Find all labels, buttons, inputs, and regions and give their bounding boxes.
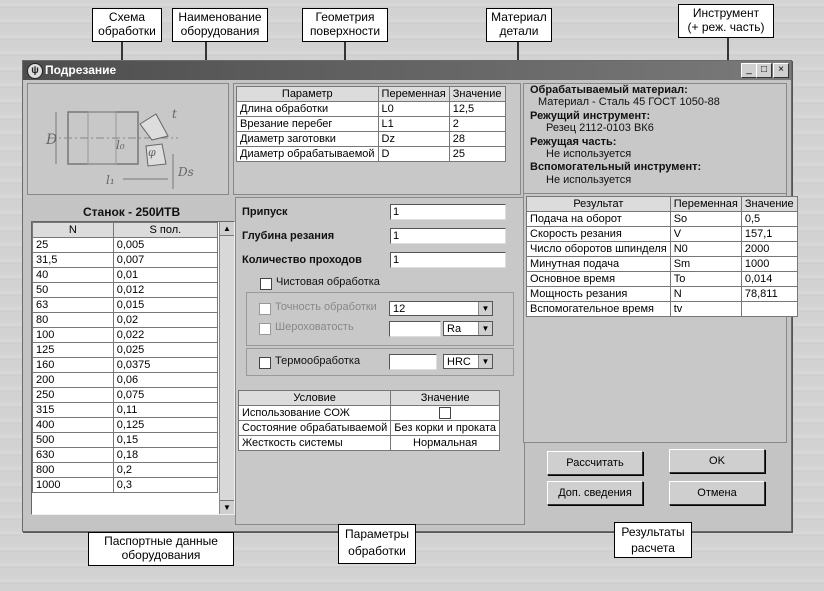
finish-checkbox[interactable] <box>260 278 272 290</box>
table-cell[interactable]: 0,025 <box>113 343 217 358</box>
passport-scrollbar[interactable] <box>219 222 234 514</box>
chevron-down-icon[interactable]: ▼ <box>478 322 492 335</box>
callout-machining-params: Параметры обработки <box>338 524 416 564</box>
conditions-header-cond: Условие <box>239 391 391 406</box>
table-cell[interactable]: 0,014 <box>741 272 797 287</box>
table-cell[interactable]: Врезание перебег <box>237 117 379 132</box>
table-row[interactable] <box>237 117 506 132</box>
table-cell[interactable]: Минутная подача <box>527 257 671 272</box>
table-cell[interactable]: Dz <box>378 132 449 147</box>
table-cell[interactable]: Мощность резания <box>527 287 671 302</box>
conditions-header-value: Значение <box>391 391 500 406</box>
geometry-table <box>236 86 506 162</box>
table-cell[interactable]: L0 <box>378 102 449 117</box>
passport-header-n: N <box>33 223 114 238</box>
table-cell[interactable]: 100 <box>33 328 114 343</box>
callout-material: Материал детали <box>486 8 552 42</box>
table-row[interactable] <box>239 406 500 421</box>
table-cell[interactable]: N0 <box>670 242 741 257</box>
results-header-result: Результат <box>527 197 671 212</box>
table-cell[interactable]: 0,18 <box>113 448 217 463</box>
accuracy-value: 12 <box>393 303 406 315</box>
table-cell[interactable]: 315 <box>33 403 114 418</box>
table-row[interactable] <box>239 436 500 451</box>
hrc-select[interactable] <box>443 354 493 369</box>
table-cell[interactable]: 200 <box>33 373 114 388</box>
allowance-label: Припуск <box>242 206 288 218</box>
table-cell[interactable]: 0,11 <box>113 403 217 418</box>
accuracy-label: Точность обработки <box>275 301 377 313</box>
passes-count-input[interactable]: 1 <box>390 252 506 268</box>
table-cell[interactable]: Sm <box>670 257 741 272</box>
table-cell[interactable]: tv <box>670 302 741 317</box>
table-cell[interactable]: 0,2 <box>113 463 217 478</box>
table-cell[interactable]: Диаметр заготовки <box>237 132 379 147</box>
table-cell[interactable]: 0,015 <box>113 298 217 313</box>
geometry-header-value: Значение <box>449 87 505 102</box>
finish-group <box>246 292 514 346</box>
table-cell[interactable]: D <box>378 147 449 162</box>
depth-input[interactable]: 1 <box>390 228 506 244</box>
table-cell[interactable]: 157,1 <box>741 227 797 242</box>
table-cell[interactable]: 0,075 <box>113 388 217 403</box>
geometry-header-var: Переменная <box>378 87 449 102</box>
table-cell[interactable]: Число оборотов шпинделя <box>527 242 671 257</box>
tool-value: Резец 2112-0103 ВК6 <box>546 122 654 134</box>
table-row[interactable] <box>33 478 218 493</box>
table-cell[interactable]: 630 <box>33 448 114 463</box>
roughness-select[interactable] <box>443 321 493 336</box>
table-cell[interactable]: Подача на оборот <box>527 212 671 227</box>
table-row[interactable] <box>33 268 218 283</box>
cutting-part-value: Не используется <box>546 148 632 160</box>
table-cell[interactable]: 0,125 <box>113 418 217 433</box>
table-cell[interactable]: 78,811 <box>741 287 797 302</box>
table-cell[interactable]: 25 <box>449 147 505 162</box>
sketch-label-l0: l₀ <box>116 138 125 152</box>
table-cell[interactable]: 80 <box>33 313 114 328</box>
sketch-label-t: t <box>172 107 177 121</box>
table-row[interactable] <box>33 313 218 328</box>
surface-geometry-panel <box>233 83 521 195</box>
table-cell[interactable]: L1 <box>378 117 449 132</box>
table-cell[interactable]: 160 <box>33 358 114 373</box>
table-cell[interactable]: 0,3 <box>113 478 217 493</box>
table-row[interactable] <box>33 463 218 478</box>
table-cell[interactable]: 28 <box>449 132 505 147</box>
machining-scheme-sketch <box>28 84 228 194</box>
heat-treatment-label: Термообработка <box>275 355 361 367</box>
window-title: Подрезание <box>45 63 117 77</box>
table-cell[interactable]: 0,06 <box>113 373 217 388</box>
table-row[interactable] <box>33 328 218 343</box>
callout-tool: Инструмент (+ реж. часть) <box>678 4 774 38</box>
scroll-up-icon[interactable]: ▲ <box>220 222 234 236</box>
table-row[interactable] <box>527 287 798 302</box>
accuracy-checkbox[interactable] <box>259 303 271 315</box>
results-panel <box>523 193 794 443</box>
table-row[interactable] <box>33 253 218 268</box>
table-row[interactable] <box>527 212 798 227</box>
table-row[interactable] <box>527 302 798 317</box>
passes-count-label: Количество проходов <box>242 254 362 266</box>
table-row[interactable] <box>527 257 798 272</box>
condition-value[interactable]: Без корки и проката <box>391 421 500 436</box>
heat-group <box>246 348 514 376</box>
table-row[interactable] <box>237 102 506 117</box>
table-cell[interactable]: V <box>670 227 741 242</box>
table-cell[interactable]: 125 <box>33 343 114 358</box>
sketch-label-l1: l₁ <box>106 173 115 187</box>
material-value: Материал - Сталь 45 ГОСТ 1050-88 <box>538 96 720 108</box>
maximize-button[interactable]: □ <box>756 63 772 78</box>
cutting-part-header: Режущая часть: <box>530 136 617 148</box>
table-cell[interactable]: 0,005 <box>113 238 217 253</box>
table-cell[interactable]: 2000 <box>741 242 797 257</box>
table-row[interactable] <box>527 227 798 242</box>
geometry-header-param: Параметр <box>237 87 379 102</box>
tool-header: Режущий инструмент: <box>530 110 651 122</box>
more-info-button[interactable]: Доп. сведения <box>547 481 643 505</box>
table-cell[interactable]: 0,0375 <box>113 358 217 373</box>
table-row[interactable] <box>33 283 218 298</box>
table-cell[interactable]: 500 <box>33 433 114 448</box>
table-cell[interactable]: 0,012 <box>113 283 217 298</box>
condition-name: Использование СОЖ <box>239 406 391 421</box>
table-cell[interactable]: Диаметр обрабатываемой <box>237 147 379 162</box>
table-cell[interactable]: 0,5 <box>741 212 797 227</box>
table-cell[interactable]: 0,022 <box>113 328 217 343</box>
allowance-input[interactable]: 1 <box>390 204 506 220</box>
table-row[interactable] <box>33 388 218 403</box>
roughness-value: Ra <box>447 323 462 335</box>
table-row[interactable] <box>527 272 798 287</box>
sketch-label-phi: φ <box>148 146 156 159</box>
table-cell[interactable]: 40 <box>33 268 114 283</box>
machine-name: Станок - 250ИТВ <box>83 205 181 219</box>
dialog-window <box>22 60 792 532</box>
table-row[interactable] <box>527 242 798 257</box>
coolant-cell[interactable] <box>391 406 500 421</box>
scroll-down-icon[interactable]: ▼ <box>220 500 234 514</box>
heat-treatment-input[interactable] <box>389 354 437 370</box>
conditions-table <box>238 390 500 451</box>
passport-table-container <box>31 221 235 515</box>
table-row[interactable] <box>237 147 506 162</box>
material-header: Обрабатываемый материал: <box>530 84 688 96</box>
chevron-down-icon[interactable]: ▼ <box>478 355 492 368</box>
table-cell[interactable]: 2 <box>449 117 505 132</box>
callout-results: Результаты расчета <box>614 522 692 558</box>
table-row[interactable] <box>33 358 218 373</box>
material-tool-panel <box>523 83 787 195</box>
table-cell[interactable] <box>741 302 797 317</box>
table-cell[interactable]: 1000 <box>741 257 797 272</box>
table-cell[interactable]: 0,01 <box>113 268 217 283</box>
table-cell[interactable]: 400 <box>33 418 114 433</box>
aux-tool-value: Не используется <box>546 174 632 186</box>
aux-tool-header: Вспомогательный инструмент: <box>530 161 702 173</box>
machining-params-panel <box>235 197 525 525</box>
table-cell[interactable]: 63 <box>33 298 114 313</box>
roughness-checkbox[interactable] <box>259 323 271 335</box>
table-cell[interactable]: 31,5 <box>33 253 114 268</box>
coolant-checkbox[interactable] <box>439 407 451 419</box>
table-cell[interactable]: Основное время <box>527 272 671 287</box>
table-row[interactable] <box>33 298 218 313</box>
depth-label: Глубина резания <box>242 230 335 242</box>
table-cell[interactable]: 0,02 <box>113 313 217 328</box>
calculate-button[interactable]: Рассчитать <box>547 451 643 475</box>
table-row[interactable] <box>237 132 506 147</box>
table-cell[interactable]: 1000 <box>33 478 114 493</box>
table-cell[interactable]: 0,15 <box>113 433 217 448</box>
table-cell[interactable]: 12,5 <box>449 102 505 117</box>
app-icon: ψ <box>27 63 43 79</box>
sketch-label-d: D <box>46 132 58 148</box>
callout-scheme: Схема обработки <box>92 8 162 42</box>
condition-name: Жесткость системы <box>239 436 391 451</box>
passport-table <box>32 222 218 493</box>
condition-name: Состояние обрабатываемой <box>239 421 391 436</box>
table-cell[interactable]: 0,007 <box>113 253 217 268</box>
table-cell[interactable]: Вспомогательное время <box>527 302 671 317</box>
results-header-var: Переменная <box>670 197 741 212</box>
ok-button[interactable]: OK <box>669 449 765 473</box>
title-bar[interactable] <box>23 61 791 80</box>
roughness-input[interactable] <box>389 321 441 337</box>
table-row[interactable] <box>33 433 218 448</box>
cancel-button[interactable]: Отмена <box>669 481 765 505</box>
table-cell[interactable]: 800 <box>33 463 114 478</box>
table-cell[interactable]: So <box>670 212 741 227</box>
hrc-value: HRC <box>447 356 471 368</box>
table-cell[interactable]: 50 <box>33 283 114 298</box>
table-cell[interactable]: 25 <box>33 238 114 253</box>
table-cell[interactable]: 250 <box>33 388 114 403</box>
accuracy-select[interactable] <box>389 301 493 316</box>
table-cell[interactable]: N <box>670 287 741 302</box>
chevron-down-icon[interactable]: ▼ <box>478 302 492 315</box>
table-row[interactable] <box>33 448 218 463</box>
table-row[interactable] <box>33 418 218 433</box>
table-row[interactable] <box>33 238 218 253</box>
passport-header-s: S пол. <box>113 223 217 238</box>
table-cell[interactable]: To <box>670 272 741 287</box>
close-button[interactable]: × <box>773 63 789 78</box>
table-cell[interactable]: Скорость резания <box>527 227 671 242</box>
table-row[interactable] <box>33 403 218 418</box>
sketch-label-ds: Ds <box>178 165 194 179</box>
results-header-value: Значение <box>741 197 797 212</box>
finish-label: Чистовая обработка <box>276 276 380 288</box>
roughness-label: Шероховатость <box>275 321 354 333</box>
minimize-button[interactable]: _ <box>741 63 757 78</box>
callout-passport: Паспортные данные оборудования <box>88 532 234 566</box>
table-row[interactable] <box>239 421 500 436</box>
callout-surface-geometry: Геометрия поверхности <box>302 8 388 42</box>
machining-scheme-panel <box>27 83 229 195</box>
table-cell[interactable]: Длина обработки <box>237 102 379 117</box>
table-row[interactable] <box>33 373 218 388</box>
condition-value[interactable]: Нормальная <box>391 436 500 451</box>
heat-treatment-checkbox[interactable] <box>259 357 271 369</box>
results-table <box>526 196 798 317</box>
table-row[interactable] <box>33 343 218 358</box>
callout-equipment-name: Наименование оборудования <box>172 8 268 42</box>
